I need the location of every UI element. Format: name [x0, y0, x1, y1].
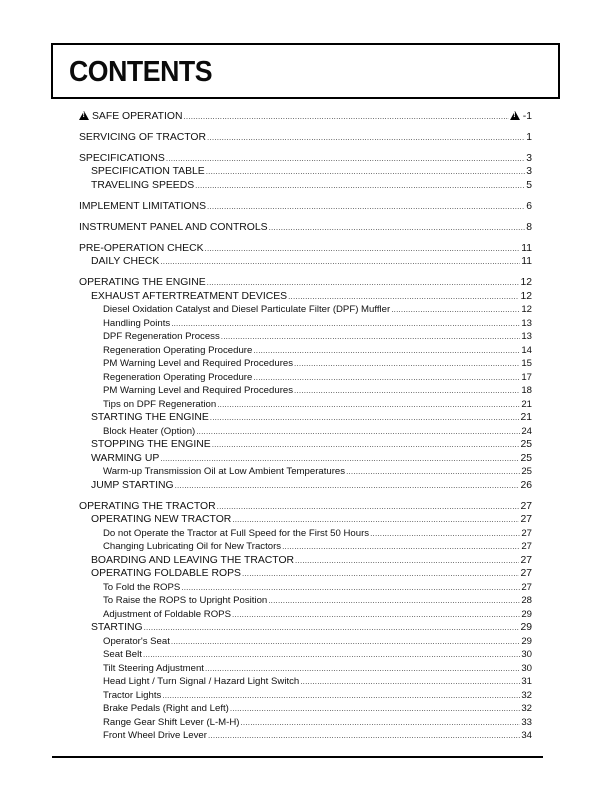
page-number-text: 21: [521, 398, 532, 410]
toc-entry-page-number: [520, 595, 532, 607]
dot-leader: [143, 649, 520, 661]
dot-leader: [195, 180, 525, 192]
toc-entry-text: STOPPING THE ENGINE: [91, 439, 211, 450]
toc-entry-label: [79, 201, 207, 213]
toc-entry-text: Head Light / Turn Signal / Hazard Light Switch: [103, 676, 300, 687]
page-number-text: 15: [521, 358, 532, 369]
toc-entry-text: Changing Lubricating Oil for New Tractors: [103, 541, 282, 552]
toc-entry[interactable]: [79, 478, 532, 492]
toc-entry[interactable]: [79, 199, 532, 213]
page-number-text: 30: [521, 649, 532, 660]
toc-entry-label: [103, 399, 217, 411]
page-number-text: 14: [521, 344, 532, 356]
dot-leader: [162, 690, 520, 702]
toc-entry-label: [103, 690, 162, 702]
toc-entry-label: [103, 345, 253, 357]
toc-entry-text: SPECIFICATIONS: [79, 152, 165, 164]
toc-entry-page-number: [525, 166, 532, 178]
toc-entry-label: [91, 166, 206, 178]
page-number-text: 27: [521, 581, 532, 593]
dot-leader: [212, 439, 520, 451]
toc-entry[interactable]: [79, 513, 532, 527]
toc-entry-label: [79, 501, 217, 513]
toc-entry-page-number: [519, 291, 532, 303]
toc-entry-page-number: [520, 345, 532, 357]
page-number-text: 8: [526, 221, 532, 233]
page-number-text: 29: [521, 635, 532, 647]
toc-entry-text: DAILY CHECK: [91, 256, 160, 267]
toc-entry-label: [79, 153, 166, 165]
toc-entry-label: [91, 180, 195, 192]
dot-leader: [144, 622, 520, 634]
toc-entry-label: [79, 277, 207, 289]
toc-entry-label: [103, 703, 230, 715]
page-number-text: 21: [520, 412, 532, 423]
contents-header-box: [51, 43, 560, 99]
toc-entry[interactable]: [79, 384, 532, 398]
page-number-text: 5: [526, 179, 532, 191]
page-number-text: 26: [520, 479, 532, 491]
toc-entry-text: Tips on DPF Regeneration: [103, 398, 217, 410]
toc-entry-page-number: [520, 318, 532, 330]
toc-entry-page-number: [519, 480, 532, 492]
dot-leader: [295, 555, 519, 567]
toc-entry-text: STARTING: [91, 622, 143, 633]
toc-entry-page-number: [520, 717, 532, 729]
toc-entry-text: Adjustment of Foldable ROPS: [103, 608, 231, 620]
page-number-text: 11: [521, 256, 532, 267]
toc-entry-text: Tilt Steering Adjustment: [103, 662, 204, 674]
page-number-text: 29: [521, 608, 532, 620]
warning-triangle-icon: [510, 111, 520, 120]
dot-leader: [207, 201, 525, 213]
toc-entry-label: [103, 304, 391, 316]
toc-entry[interactable]: [79, 370, 532, 384]
toc-entry-page-number: [519, 277, 532, 289]
dot-leader: [196, 426, 520, 438]
page-number-text: 27: [521, 541, 532, 552]
toc-entry[interactable]: [79, 178, 532, 192]
toc-entry-text: Brake Pedals (Right and Left): [103, 703, 229, 714]
dot-leader: [210, 412, 520, 424]
table-of-contents: [79, 109, 532, 742]
toc-entry-label: [103, 426, 196, 438]
dot-leader: [269, 222, 526, 234]
toc-entry-text: Diesel Oxidation Catalyst and Diesel Particulate Filter (DPF) Muffler: [103, 304, 391, 315]
toc-entry-text: EXHAUST AFTERTREATMENT DEVICES: [91, 290, 288, 302]
toc-entry-text: PRE-OPERATION CHECK: [79, 242, 204, 254]
toc-entry-label: [103, 730, 208, 742]
dot-leader: [370, 528, 520, 540]
page-number-text: 32: [521, 689, 532, 701]
toc-entry-page-number: [509, 111, 532, 123]
toc-entry-label: [103, 385, 294, 397]
toc-entry[interactable]: [79, 276, 532, 290]
toc-entry-page-number: [519, 622, 532, 634]
toc-entry-page-number: [520, 663, 532, 675]
page-number-text: 3: [526, 152, 532, 164]
page-number-text: 33: [521, 716, 532, 728]
toc-entry[interactable]: [79, 688, 532, 702]
toc-entry-text: BOARDING AND LEAVING THE TRACTOR: [91, 554, 295, 566]
toc-entry[interactable]: [79, 594, 532, 608]
dot-leader: [294, 385, 520, 397]
toc-entry-label: [91, 514, 232, 526]
toc-entry[interactable]: [79, 255, 532, 269]
toc-entry-text: WARMING UP: [91, 452, 160, 464]
toc-entry[interactable]: [79, 580, 532, 594]
toc-entry-page-number: [519, 568, 532, 580]
toc-entry-page-number: [520, 385, 532, 397]
toc-entry[interactable]: [79, 130, 532, 144]
toc-entry[interactable]: [79, 499, 532, 513]
toc-entry-page-number: [519, 514, 532, 526]
toc-entry-text: DPF Regeneration Process: [103, 331, 220, 342]
dot-leader: [160, 453, 519, 465]
toc-entry-text: SAFE OPERATION: [92, 110, 183, 122]
toc-entry-label: [91, 622, 144, 634]
toc-entry-label: [79, 111, 183, 123]
toc-entry[interactable]: [79, 729, 532, 743]
toc-entry-text: JUMP STARTING: [91, 479, 174, 491]
toc-entry[interactable]: [79, 715, 532, 729]
toc-entry-page-number: [520, 243, 532, 255]
toc-entry-text: OPERATING NEW TRACTOR: [91, 514, 232, 525]
toc-entry[interactable]: [79, 343, 532, 357]
page-number-text: -1: [522, 110, 532, 122]
dot-leader: [208, 730, 520, 742]
dot-leader: [207, 277, 520, 289]
toc-entry-page-number: [520, 358, 532, 370]
toc-entry[interactable]: [79, 526, 532, 540]
toc-entry-label: [103, 528, 370, 540]
dot-leader: [253, 345, 520, 357]
toc-entry-label: [91, 439, 212, 451]
dot-leader: [391, 304, 520, 316]
toc-entry-text: SERVICING OF TRACTOR: [79, 131, 207, 143]
toc-entry-text: Regeneration Operating Procedure: [103, 371, 253, 383]
toc-entry-label: [91, 453, 160, 465]
toc-entry-label: [91, 291, 288, 303]
toc-entry[interactable]: [79, 648, 532, 662]
toc-entry-label: [103, 318, 171, 330]
toc-entry-label: [91, 412, 210, 424]
toc-entry-page-number: [520, 426, 532, 438]
toc-entry-page-number: [520, 609, 532, 621]
toc-entry[interactable]: [79, 151, 532, 165]
toc-entry[interactable]: [79, 661, 532, 675]
toc-entry-page-number: [520, 331, 532, 343]
dot-leader: [300, 676, 520, 688]
toc-entry-text: To Raise the ROPS to Upright Position: [103, 595, 268, 606]
toc-entry-text: OPERATING THE TRACTOR: [79, 500, 216, 512]
toc-entry-label: [103, 717, 241, 729]
page-number-text: 12: [520, 290, 532, 302]
toc-entry-label: [103, 372, 253, 384]
toc-entry-label: [91, 555, 295, 567]
dot-leader: [205, 243, 521, 255]
toc-entry-page-number: [520, 528, 532, 540]
toc-entry-text: IMPLEMENT LIMITATIONS: [79, 200, 207, 212]
toc-entry-page-number: [520, 372, 532, 384]
toc-entry-label: [103, 609, 232, 621]
page-number-text: 31: [521, 676, 532, 687]
toc-entry-label: [103, 676, 300, 688]
toc-entry-page-number: [525, 153, 532, 165]
toc-entry-label: [103, 595, 268, 607]
page-number-text: 32: [521, 703, 532, 714]
toc-entry-text: Operator's Seat: [103, 635, 170, 647]
toc-entry-page-number: [525, 180, 532, 192]
toc-entry[interactable]: [79, 438, 532, 452]
page-number-text: 28: [521, 595, 532, 606]
toc-entry-page-number: [520, 582, 532, 594]
toc-entry-page-number: [519, 453, 532, 465]
page-number-text: 27: [520, 514, 532, 525]
dot-leader: [232, 609, 520, 621]
page-number-text: 11: [521, 242, 532, 254]
toc-entry[interactable]: [79, 675, 532, 689]
toc-entry-label: [79, 243, 205, 255]
toc-entry[interactable]: [79, 411, 532, 425]
toc-entry[interactable]: [79, 357, 532, 371]
page-number-text: 13: [521, 331, 532, 342]
page-number-text: 34: [521, 730, 532, 741]
toc-entry-page-number: [520, 399, 532, 411]
toc-entry-text: Seat Belt: [103, 649, 142, 660]
toc-entry-label: [103, 358, 294, 370]
dot-leader: [205, 663, 520, 675]
toc-entry-label: [103, 541, 282, 553]
page-title: CONTENTS: [69, 56, 213, 88]
toc-entry[interactable]: [79, 424, 532, 438]
toc-entry[interactable]: [79, 607, 532, 621]
toc-entry[interactable]: [79, 303, 532, 317]
toc-entry-text: Handling Points: [103, 317, 171, 329]
page-number-text: 3: [526, 166, 532, 177]
toc-entry-label: [103, 582, 181, 594]
toc-entry-text: Warm-up Transmission Oil at Low Ambient Temperatures: [103, 466, 346, 477]
toc-entry-label: [103, 331, 221, 343]
toc-entry-label: [91, 256, 160, 268]
toc-entry-page-number: [519, 439, 532, 451]
dot-leader: [183, 111, 508, 123]
dot-leader: [268, 595, 520, 607]
toc-entry-page-number: [520, 649, 532, 661]
page-number-text: 25: [520, 439, 532, 450]
toc-entry-page-number: [520, 541, 532, 553]
toc-entry-text: STARTING THE ENGINE: [91, 412, 209, 423]
toc-entry-text: OPERATING FOLDABLE ROPS: [91, 568, 241, 579]
page-number-text: 6: [526, 200, 532, 212]
page-number-text: 27: [521, 527, 532, 539]
toc-entry-page-number: [525, 132, 532, 144]
dot-leader: [160, 256, 520, 268]
toc-entry-page-number: [520, 256, 532, 268]
page-number-text: 25: [521, 466, 532, 477]
toc-entry-label: [79, 222, 269, 234]
toc-entry[interactable]: [79, 109, 532, 123]
page-number-text: 27: [520, 568, 532, 579]
toc-entry-page-number: [525, 222, 532, 234]
toc-entry-text: Front Wheel Drive Lever: [103, 730, 207, 741]
page-number-text: 25: [520, 452, 532, 464]
toc-entry[interactable]: [79, 465, 532, 479]
toc-entry[interactable]: [79, 702, 532, 716]
toc-entry[interactable]: [79, 330, 532, 344]
toc-entry-text: SPECIFICATION TABLE: [91, 166, 205, 177]
toc-entry-page-number: [519, 412, 532, 424]
toc-entry-text: Do not Operate the Tractor at Full Speed for the First 50 Hours: [103, 527, 370, 539]
footer-divider: [52, 756, 543, 758]
warning-triangle-icon: [79, 111, 89, 120]
dot-leader: [206, 166, 525, 178]
dot-leader: [241, 717, 521, 729]
page-number-text: 13: [521, 317, 532, 329]
toc-entry-page-number: [520, 676, 532, 688]
toc-entry[interactable]: [79, 634, 532, 648]
page-number-text: 12: [520, 277, 532, 288]
toc-entry-text: PM Warning Level and Required Procedures: [103, 385, 294, 396]
page-number-text: 29: [520, 622, 532, 633]
toc-entry[interactable]: [79, 553, 532, 567]
dot-leader: [232, 514, 519, 526]
dot-leader: [217, 399, 520, 411]
dot-leader: [207, 132, 525, 144]
toc-entry[interactable]: [79, 397, 532, 411]
toc-entry-page-number: [520, 703, 532, 715]
toc-entry-label: [103, 649, 143, 661]
toc-entry-text: PM Warning Level and Required Procedures: [103, 358, 294, 369]
dot-leader: [171, 318, 520, 330]
dot-leader: [282, 541, 520, 553]
toc-entry-page-number: [520, 636, 532, 648]
toc-entry-page-number: [520, 690, 532, 702]
page-number-text: 18: [521, 385, 532, 396]
dot-leader: [221, 331, 521, 343]
toc-entry-page-number: [520, 466, 532, 478]
dot-leader: [171, 636, 520, 648]
toc-entry-text: OPERATING THE ENGINE: [79, 277, 206, 288]
toc-entry[interactable]: [79, 567, 532, 581]
dot-leader: [288, 291, 519, 303]
toc-entry-label: [91, 480, 175, 492]
toc-entry-text: Range Gear Shift Lever (L-M-H): [103, 716, 240, 728]
toc-entry-label: [103, 636, 171, 648]
dot-leader: [181, 582, 520, 594]
dot-leader: [166, 153, 525, 165]
toc-entry[interactable]: [79, 165, 532, 179]
toc-entry[interactable]: [79, 621, 532, 635]
toc-entry-page-number: [525, 201, 532, 213]
page-number-text: 27: [520, 554, 532, 566]
toc-entry-text: INSTRUMENT PANEL AND CONTROLS: [79, 221, 268, 233]
dot-leader: [242, 568, 520, 580]
toc-entry[interactable]: [79, 451, 532, 465]
page-number-text: 12: [521, 304, 532, 315]
dot-leader: [253, 372, 520, 384]
dot-leader: [294, 358, 520, 370]
toc-entry[interactable]: [79, 316, 532, 330]
toc-entry-text: To Fold the ROPS: [103, 581, 181, 593]
toc-entry-text: TRAVELING SPEEDS: [91, 179, 195, 191]
toc-entry-page-number: [520, 304, 532, 316]
page-number-text: 1: [526, 131, 532, 143]
dot-leader: [175, 480, 520, 492]
dot-leader: [217, 501, 520, 513]
page-number-text: 30: [521, 662, 532, 674]
dot-leader: [346, 466, 520, 478]
toc-entry[interactable]: [79, 220, 532, 234]
toc-entry[interactable]: [79, 241, 532, 255]
toc-entry-label: [103, 466, 346, 478]
toc-entry[interactable]: [79, 289, 532, 303]
page-number-text: 17: [521, 371, 532, 383]
page-number-text: 24: [521, 425, 532, 437]
toc-entry-text: Regeneration Operating Procedure: [103, 344, 253, 356]
toc-entry-label: [103, 663, 205, 675]
toc-entry[interactable]: [79, 540, 532, 554]
page-number-text: 27: [520, 500, 532, 512]
dot-leader: [230, 703, 520, 715]
toc-entry-page-number: [519, 501, 532, 513]
toc-entry-text: Block Heater (Option): [103, 425, 196, 437]
toc-entry-page-number: [519, 555, 532, 567]
toc-entry-text: Tractor Lights: [103, 689, 162, 701]
toc-entry-label: [79, 132, 207, 144]
toc-entry-page-number: [520, 730, 532, 742]
toc-entry-label: [91, 568, 242, 580]
